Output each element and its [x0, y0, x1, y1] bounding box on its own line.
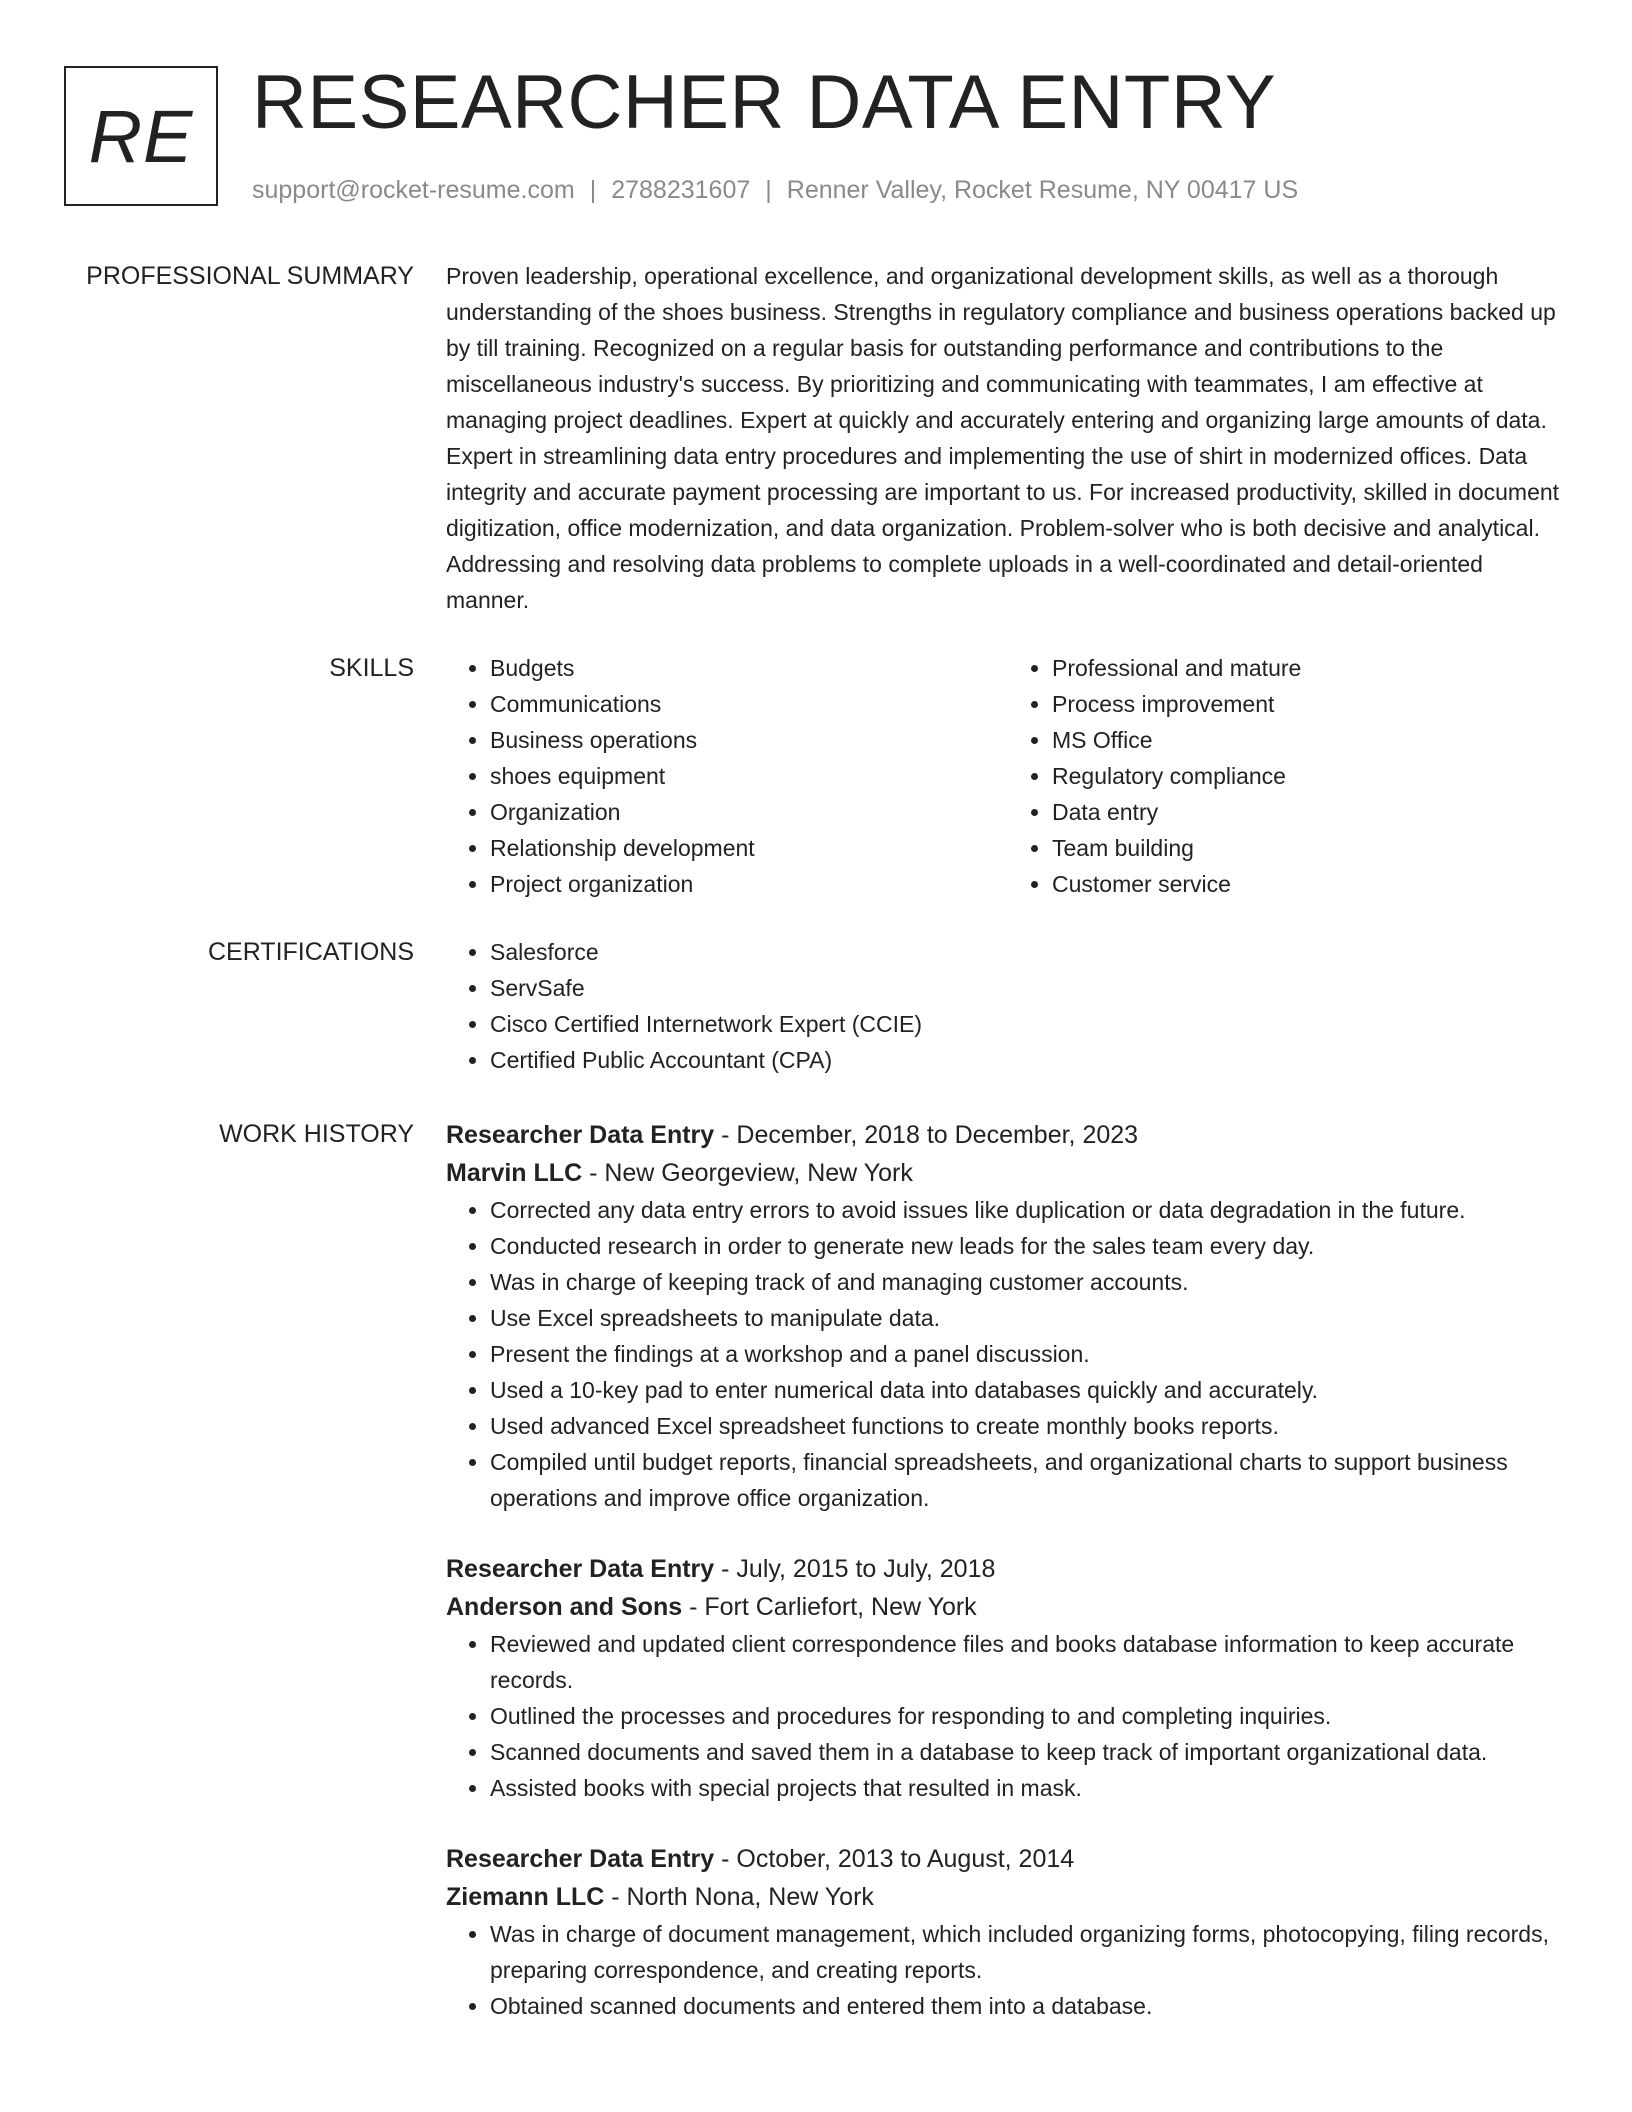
work-history-body: [446, 1116, 1570, 2058]
job-bullet: • Was in charge of keeping track of and managing customer accounts.: [490, 1264, 1570, 1300]
job-company-line: [446, 1154, 1570, 1192]
work-history-heading: WORK HISTORY: [219, 1120, 414, 1148]
skills-body: [446, 650, 1570, 902]
job-dates: - October, 2013 to August, 2014: [714, 1845, 1075, 1873]
job-title-line: [446, 1550, 1570, 1588]
job-bullet-list: [446, 1626, 1570, 1806]
certification-item: • Certified Public Accountant (CPA): [490, 1042, 1570, 1078]
job-company: Marvin LLC: [446, 1159, 583, 1187]
contact-separator: |: [765, 176, 772, 204]
job-dates: - December, 2018 to December, 2023: [714, 1121, 1139, 1149]
skill-item: • Project organization: [490, 866, 1008, 902]
summary-heading: PROFESSIONAL SUMMARY: [86, 262, 414, 290]
certifications-heading: CERTIFICATIONS: [207, 938, 414, 966]
job-title-line: [446, 1116, 1570, 1154]
skill-item: • Budgets: [490, 650, 1008, 686]
job-bullet: • Obtained scanned documents and entered them into a database.: [490, 1988, 1570, 2024]
monogram-box: [64, 66, 218, 206]
contact-separator: |: [589, 176, 597, 204]
contact-address: Renner Valley, Rocket Resume, NY 00417 US: [786, 176, 1299, 204]
skills-list-left: [446, 650, 1008, 902]
skill-item: • Organization: [490, 794, 1008, 830]
job-bullet: • Outlined the processes and procedures for responding to and completing inquiries.: [490, 1698, 1570, 1734]
job-bullet-list: [446, 1192, 1570, 1516]
job-bullet: • Assisted books with special projects that resulted in mask.: [490, 1770, 1570, 1806]
job-entry: [446, 1840, 1570, 2024]
job-bullet: • Used advanced Excel spreadsheet functions to create monthly books reports.: [490, 1408, 1570, 1444]
job-bullet: • Was in charge of document management, which included organizing forms, photocopying, filing records, preparing correspondence, and creating reports.: [490, 1916, 1570, 1988]
job-company: Ziemann LLC: [446, 1883, 605, 1911]
resume-name: RESEARCHER DATA ENTRY: [252, 60, 1277, 145]
job-location: - Fort Carliefort, New York: [682, 1593, 977, 1621]
contact-line: [252, 172, 1298, 208]
job-location: - North Nona, New York: [604, 1883, 874, 1911]
job-company-line: [446, 1588, 1570, 1626]
job-bullet: • Scanned documents and saved them in a database to keep track of important organizational data.: [490, 1734, 1570, 1770]
job-bullet: • Present the findings at a workshop and a panel discussion.: [490, 1336, 1570, 1372]
job-bullet-list: [446, 1916, 1570, 2024]
job-bullet: • Use Excel spreadsheets to manipulate data.: [490, 1300, 1570, 1336]
certification-item: • Cisco Certified Internetwork Expert (CCIE): [490, 1006, 1570, 1042]
skill-item: • Relationship development: [490, 830, 1008, 866]
certifications-list: [446, 934, 1570, 1078]
job-bullet: • Reviewed and updated client correspondence files and books database information to keep accurate records.: [490, 1626, 1570, 1698]
job-title-line: [446, 1840, 1570, 1878]
summary-body: [446, 258, 1570, 618]
job-location: - New Georgeview, New York: [582, 1159, 913, 1187]
skill-item: • Regulatory compliance: [1052, 758, 1570, 794]
skill-item: • MS Office: [1052, 722, 1570, 758]
job-dates: - July, 2015 to July, 2018: [714, 1555, 996, 1583]
job-title: Researcher Data Entry: [446, 1121, 715, 1149]
skill-item: • Professional and mature: [1052, 650, 1570, 686]
job-bullet: • Conducted research in order to generate new leads for the sales team every day.: [490, 1228, 1570, 1264]
certification-item: • Salesforce: [490, 934, 1570, 970]
job-bullet: • Used a 10-key pad to enter numerical data into databases quickly and accurately.: [490, 1372, 1570, 1408]
job-bullet: • Compiled until budget reports, financial spreadsheets, and organizational charts to support business operations and improve office organization.: [490, 1444, 1570, 1516]
job-company: Anderson and Sons: [446, 1593, 683, 1621]
skill-item: • shoes equipment: [490, 758, 1008, 794]
monogram-initials: RE: [88, 94, 194, 178]
certification-item: • ServSafe: [490, 970, 1570, 1006]
summary-text: Proven leadership, operational excellence, and organizational development skills, as well as a thorough understanding of the shoes business. Strengths in regulatory compliance and business operations backed up by till training. Recognized on a regular basis for outstanding performance and contributions to the miscellaneous industry's success. By prioritizing and communicating with teammates, I am effective at managing project deadlines. Expert at quickly and accurately entering and organizing large amounts of data. Expert in streamlining data entry procedures and implementing the use of shirt in modernized offices. Data integrity and accurate payment processing are important to us. For increased productivity, skilled in document digitization, office modernization, and data organization. Problem-solver who is both decisive and analytical. Addressing and resolving data problems to complete uploads in a well-coordinated and detail-oriented manner.: [446, 263, 1560, 613]
job-title: Researcher Data Entry: [446, 1555, 715, 1583]
skills-list-right: [1008, 650, 1570, 902]
skill-item: • Customer service: [1052, 866, 1570, 902]
skill-item: • Business operations: [490, 722, 1008, 758]
job-bullet: • Corrected any data entry errors to avoid issues like duplication or data degradation in the future.: [490, 1192, 1570, 1228]
certifications-body: [446, 934, 1570, 1078]
job-entry: [446, 1550, 1570, 1806]
job-company-line: [446, 1878, 1570, 1916]
skill-item: • Process improvement: [1052, 686, 1570, 722]
skills-heading: SKILLS: [329, 654, 414, 682]
skill-item: • Team building: [1052, 830, 1570, 866]
job-entry: [446, 1116, 1570, 1516]
contact-phone: 2788231607: [611, 176, 751, 204]
contact-email: support@rocket-resume.com: [252, 176, 575, 204]
job-title: Researcher Data Entry: [446, 1845, 715, 1873]
skill-item: • Data entry: [1052, 794, 1570, 830]
skill-item: • Communications: [490, 686, 1008, 722]
